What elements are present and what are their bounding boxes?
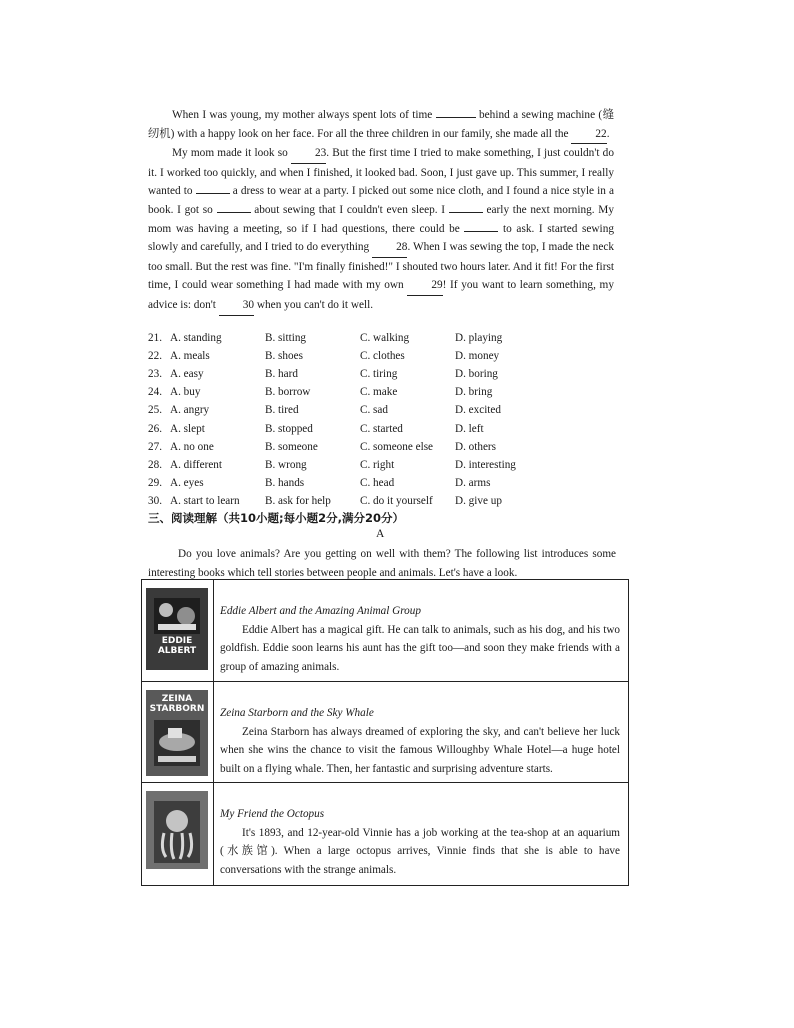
cover-artwork xyxy=(152,596,202,636)
cover-cell xyxy=(142,783,214,885)
blank-27 xyxy=(464,231,498,232)
option-row-26 xyxy=(148,419,618,437)
cover-title: EDDIE ALBERT xyxy=(157,636,197,656)
cover-cell xyxy=(142,580,214,681)
blank-24 xyxy=(196,193,230,194)
book-cover-image xyxy=(146,791,208,869)
book-row xyxy=(142,580,628,682)
option-d: D. bring xyxy=(455,386,493,399)
option-b: B. borrow xyxy=(265,386,311,399)
passage-text: . But the first time I tried to make something, I just couldn't do it. I worked too quickly, and when I finished, it looked bad. Soon, I just gave up. This summer, I really wanted to xyxy=(148,147,614,198)
book-cover-image xyxy=(146,588,208,670)
option-row-29 xyxy=(148,474,618,492)
blank-23: 23 xyxy=(291,144,326,164)
blank-25 xyxy=(217,212,251,213)
book-text xyxy=(214,682,628,782)
option-c: C. someone else xyxy=(360,440,434,453)
option-row-27 xyxy=(148,438,618,456)
option-b: B. ask for help xyxy=(265,494,331,507)
option-c: C. head xyxy=(360,476,395,489)
blank-22: 22 xyxy=(571,125,606,145)
passage-text: . xyxy=(606,127,610,140)
option-b: B. hands xyxy=(265,476,305,489)
option-row-24 xyxy=(148,383,618,401)
book-text xyxy=(214,580,628,681)
question-number: 26. xyxy=(148,422,162,435)
book-title: Zeina Starborn and the Sky Whale xyxy=(220,707,374,719)
option-c: C. make xyxy=(360,386,398,399)
option-b: B. stopped xyxy=(265,422,313,435)
blank-28: 28 xyxy=(372,238,407,258)
passage-letter: A xyxy=(376,528,385,540)
blank-30: 30 xyxy=(219,296,254,316)
passage-paragraph-1 xyxy=(148,106,614,144)
passage-text: ! If you want to learn something, my advice is: don't xyxy=(148,279,614,311)
option-d: D. playing xyxy=(455,332,503,345)
section-heading: 三、阅读理解（共10小题;每小题2分,满分20分） xyxy=(148,511,404,525)
option-d: D. give up xyxy=(455,494,502,507)
option-c: C. clothes xyxy=(360,350,405,363)
option-a: A. meals xyxy=(170,350,210,363)
option-b: B. hard xyxy=(265,368,298,381)
passage-text: My mom made it look so xyxy=(172,147,288,160)
option-b: B. wrong xyxy=(265,458,307,471)
option-row-21 xyxy=(148,329,618,347)
option-d: D. excited xyxy=(455,404,501,417)
option-c: C. tiring xyxy=(360,368,398,381)
option-row-30 xyxy=(148,492,618,510)
cover-title: ZEINA STARBORN xyxy=(149,694,205,714)
book-text xyxy=(214,783,628,885)
option-a: A. buy xyxy=(170,386,201,399)
option-a: A. standing xyxy=(170,332,222,345)
blank-29: 29 xyxy=(407,276,442,296)
option-a: A. angry xyxy=(170,404,210,417)
option-c: C. right xyxy=(360,458,395,471)
option-b: B. sitting xyxy=(265,332,307,345)
passage-text: early the next morning. My mom was having a meeting, so if I had questions, there could be xyxy=(148,203,614,235)
passage-text: about sewing that I couldn't even sleep. I xyxy=(254,203,446,216)
option-a: A. no one xyxy=(170,440,214,453)
passage-text: . When I was sewing the top, I made the neck too small. But the rest was fine. "I'm finally finished!" I shouted two hours later. And it fit! For the first time, I could wear something I had made with my own xyxy=(148,241,614,292)
option-c: C. do it yourself xyxy=(360,494,433,507)
intro-text: Do you love animals? Are you getting on well with them? The following list introduces some interesting books which tell stories between people and animals. Let's have a look. xyxy=(148,548,616,579)
option-b: B. shoes xyxy=(265,350,303,363)
question-number: 30. xyxy=(148,494,162,507)
blank-26 xyxy=(449,212,483,213)
option-d: D. boring xyxy=(455,368,498,381)
cover-cell xyxy=(142,682,214,782)
book-cover-image xyxy=(146,690,208,776)
book-title: My Friend the Octopus xyxy=(220,808,325,820)
question-number: 27. xyxy=(148,440,162,453)
passage-paragraph-2 xyxy=(148,144,614,315)
question-number: 29. xyxy=(148,476,162,489)
option-c: C. walking xyxy=(360,332,410,345)
cloze-passage xyxy=(148,106,614,316)
option-a: A. start to learn xyxy=(170,494,240,507)
book-row xyxy=(142,783,628,885)
cover-artwork xyxy=(152,718,202,768)
option-row-25 xyxy=(148,401,618,419)
option-row-23 xyxy=(148,365,618,383)
option-a: A. slept xyxy=(170,422,205,435)
book-description: Eddie Albert has a magical gift. He can talk to animals, such as his dog, and his two goldfish. Eddie soon learns his aunt has the gift too—and soon they make friends with a group of amazing animals. xyxy=(220,623,620,673)
passage-text: to ask. I started sewing slowly and carefully, and I tried to do everything xyxy=(148,222,614,254)
option-a: A. eyes xyxy=(170,476,204,489)
question-number: 28. xyxy=(148,458,162,471)
passage-text: behind a sewing machine (缝纫机) with a happy look on her face. For all the three children in our family, she made all the xyxy=(148,109,615,140)
question-number: 24. xyxy=(148,386,162,399)
option-row-22 xyxy=(148,347,618,365)
option-c: C. sad xyxy=(360,404,388,417)
book-description: It's 1893, and 12-year-old Vinnie has a job working at the tea-shop at an aquarium (水族馆). When a large octopus arrives, Vinnie finds that she is able to have conversations with the strange animals. xyxy=(220,826,620,876)
option-d: D. others xyxy=(455,440,497,453)
question-number: 23. xyxy=(148,368,162,381)
question-number: 22. xyxy=(148,350,162,363)
option-d: D. left xyxy=(455,422,484,435)
question-number: 25. xyxy=(148,404,162,417)
book-title: Eddie Albert and the Amazing Animal Group xyxy=(220,605,421,617)
passage-text: a dress to wear at a party. I picked out some nice cloth, and I found a nice style in a book. I got so xyxy=(148,185,615,216)
option-d: D. arms xyxy=(455,476,491,489)
blank-21 xyxy=(436,117,476,118)
book-row xyxy=(142,682,628,783)
option-d: D. interesting xyxy=(455,458,516,471)
question-number: 21. xyxy=(148,332,162,345)
answer-options xyxy=(148,329,618,510)
passage-text: when you can't do it well. xyxy=(256,298,374,311)
option-a: A. easy xyxy=(170,368,204,381)
book-list-table xyxy=(141,579,629,886)
option-b: B. tired xyxy=(265,404,299,417)
option-row-28 xyxy=(148,456,618,474)
passage-text: When I was young, my mother always spent lots of time xyxy=(172,109,433,121)
option-a: A. different xyxy=(170,458,222,471)
book-description: Zeina Starborn has always dreamed of exploring the sky, and can't believe her luck when she wins the chance to visit the famous Willoughby Whale Hotel—a huge hotel built on a flying whale. Then, her fantastic and surprising adventure starts. xyxy=(220,725,620,775)
option-c: C. started xyxy=(360,422,403,435)
reading-intro xyxy=(148,545,616,582)
option-b: B. someone xyxy=(265,440,318,453)
cover-artwork xyxy=(152,799,202,865)
option-d: D. money xyxy=(455,350,500,363)
